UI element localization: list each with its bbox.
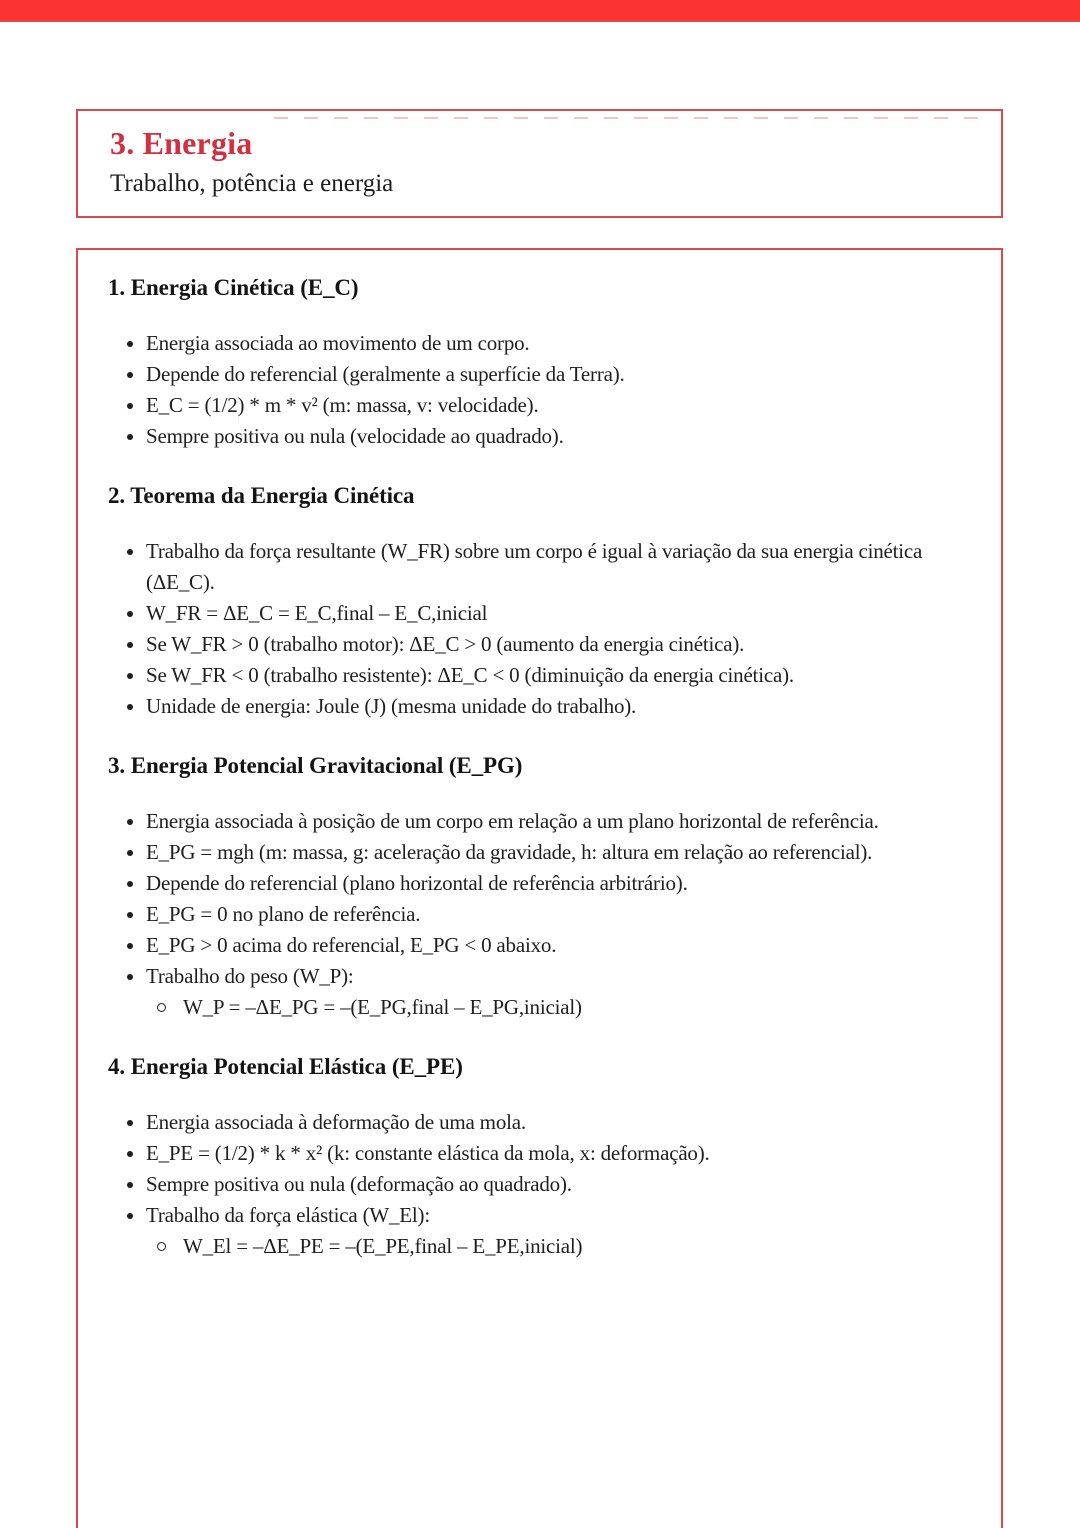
page-subtitle: Trabalho, potência e energia	[110, 170, 394, 197]
list-item-text: E_PG > 0 acima do referencial, E_PG < 0 abaixo.	[146, 933, 557, 957]
page-title: 3. Energia	[110, 125, 253, 161]
list-item	[146, 1200, 987, 1262]
list-item	[146, 660, 987, 691]
content-card	[76, 248, 1003, 1528]
bullet-list-1	[108, 328, 987, 452]
title-card	[76, 109, 1003, 218]
list-item	[146, 1138, 987, 1169]
sub-list-item	[183, 1231, 987, 1262]
list-item	[146, 536, 987, 598]
list-item	[146, 691, 987, 722]
list-item-text: E_C = (1/2) * m * v² (m: massa, v: velocidade).	[146, 393, 539, 417]
list-item-text: Trabalho do peso (W_P):	[146, 964, 354, 988]
list-item-text: Energia associada à posição de um corpo em relação a um plano horizontal de referência.	[146, 809, 879, 833]
list-item	[146, 598, 987, 629]
list-item-text: Energia associada à deformação de uma mola.	[146, 1110, 526, 1134]
list-item	[146, 806, 987, 837]
list-item-text: Trabalho da força elástica (W_El):	[146, 1203, 430, 1227]
bullet-list-4	[108, 1107, 987, 1262]
list-item-text: Depende do referencial (plano horizontal de referência arbitrário).	[146, 871, 688, 895]
section-heading-1: 1. Energia Cinética (E_C)	[108, 275, 359, 300]
section-heading-2: 2. Teorema da Energia Cinética	[108, 483, 415, 508]
list-item	[146, 328, 987, 359]
list-item-text: E_PE = (1/2) * k * x² (k: constante elástica da mola, x: deformação).	[146, 1141, 710, 1165]
list-item	[146, 837, 987, 868]
list-item	[146, 961, 987, 1023]
list-item-text: Trabalho da força resultante (W_FR) sobre um corpo é igual à variação da sua energia cinética (ΔE_C).	[146, 539, 923, 594]
list-item	[146, 930, 987, 961]
list-item-text: Se W_FR < 0 (trabalho resistente): ΔE_C < 0 (diminuição da energia cinética).	[146, 663, 794, 687]
list-item	[146, 868, 987, 899]
list-item	[146, 421, 987, 452]
sub-bullet-list	[146, 992, 987, 1023]
dashed-divider	[274, 117, 987, 119]
list-item	[146, 359, 987, 390]
bullet-list-2	[108, 536, 987, 722]
list-item-text: Se W_FR > 0 (trabalho motor): ΔE_C > 0 (aumento da energia cinética).	[146, 632, 745, 656]
list-item	[146, 390, 987, 421]
list-item	[146, 899, 987, 930]
section-heading-4: 4. Energia Potencial Elástica (E_PE)	[108, 1054, 463, 1079]
list-item-text: Sempre positiva ou nula (velocidade ao quadrado).	[146, 424, 564, 448]
bullet-list-3	[108, 806, 987, 1023]
sub-bullet-list	[146, 1231, 987, 1262]
sub-list-item-text: W_El = –ΔE_PE = –(E_PE,final – E_PE,inicial)	[183, 1234, 583, 1258]
sub-list-item-text: W_P = –ΔE_PG = –(E_PG,final – E_PG,inicial)	[183, 995, 582, 1019]
list-item-text: Depende do referencial (geralmente a superfície da Terra).	[146, 362, 625, 386]
list-item-text: W_FR = ΔE_C = E_C,final – E_C,inicial	[146, 601, 488, 625]
list-item-text: Unidade de energia: Joule (J) (mesma unidade do trabalho).	[146, 694, 637, 718]
list-item	[146, 1169, 987, 1200]
list-item-text: Energia associada ao movimento de um corpo.	[146, 331, 530, 355]
top-accent-bar	[0, 0, 1080, 22]
sub-list-item	[183, 992, 987, 1023]
list-item-text: E_PG = 0 no plano de referência.	[146, 902, 421, 926]
list-item	[146, 1107, 987, 1138]
list-item-text: E_PG = mgh (m: massa, g: aceleração da gravidade, h: altura em relação ao referencial).	[146, 840, 873, 864]
section-heading-3: 3. Energia Potencial Gravitacional (E_PG)	[108, 753, 523, 778]
list-item	[146, 629, 987, 660]
list-item-text: Sempre positiva ou nula (deformação ao quadrado).	[146, 1172, 572, 1196]
